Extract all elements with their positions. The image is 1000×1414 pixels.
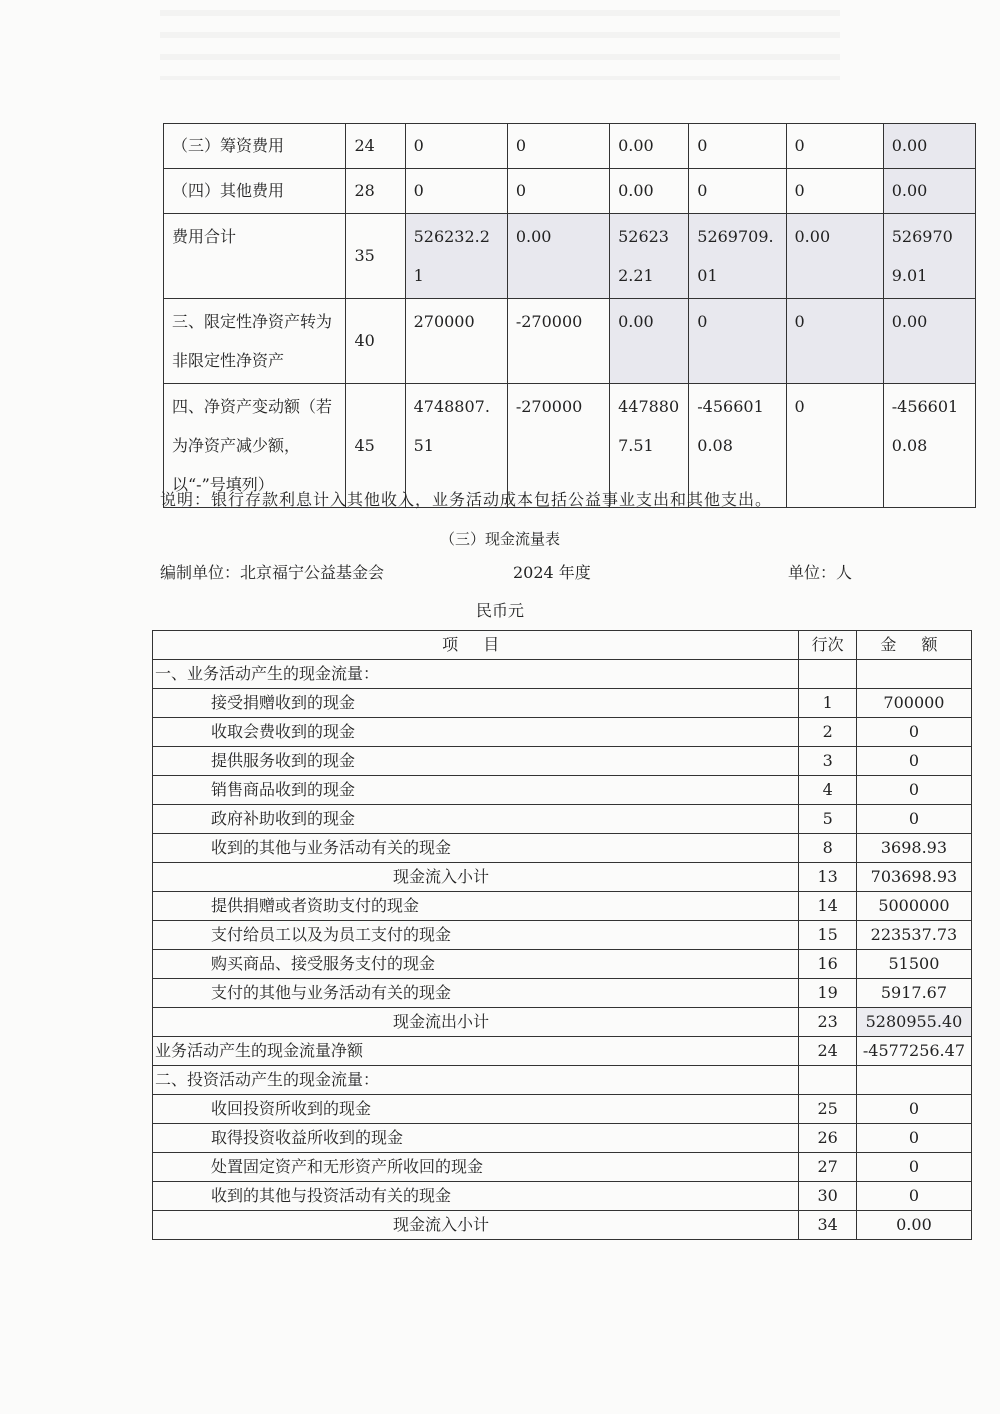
item-cell: 一、业务活动产生的现金流量： [153, 660, 799, 689]
table-row [153, 979, 972, 1008]
table-row [164, 299, 976, 384]
table-row [153, 1008, 972, 1037]
table-row [153, 863, 972, 892]
table-header-row [153, 631, 972, 660]
item-cell: 政府补助收到的现金 [153, 805, 799, 834]
table-row [153, 1211, 972, 1240]
value-cell: -270000 [507, 299, 609, 384]
table-row [153, 1095, 972, 1124]
item-cell: 三、限定性净资产转为非限定性净资产 [164, 299, 346, 384]
table-row [153, 1124, 972, 1153]
value-cell: 0 [786, 384, 883, 508]
line-cell: 40 [346, 299, 405, 384]
amount-cell: 0 [856, 805, 971, 834]
item-cell: 收到的其他与业务活动有关的现金 [153, 834, 799, 863]
item-cell: 费用合计 [164, 214, 346, 299]
unit-label: 单位：人 [788, 563, 853, 582]
amount-cell: 0 [856, 1095, 971, 1124]
table-row [153, 805, 972, 834]
table-row [153, 1037, 972, 1066]
amount-cell: 0 [856, 776, 971, 805]
amount-cell: 3698.93 [856, 834, 971, 863]
item-cell: 支付的其他与业务活动有关的现金 [153, 979, 799, 1008]
value-cell: 4748807.51 [405, 384, 507, 508]
table-row [153, 921, 972, 950]
header-amount: 金 额 [856, 631, 971, 660]
header-line: 行次 [799, 631, 856, 660]
amount-cell: 700000 [856, 689, 971, 718]
item-cell: 支付给员工以及为员工支付的现金 [153, 921, 799, 950]
line-cell: 24 [346, 124, 405, 169]
item-cell: 业务活动产生的现金流量净额 [153, 1037, 799, 1066]
table-row [153, 747, 972, 776]
item-cell: 二、投资活动产生的现金流量： [153, 1066, 799, 1095]
value-cell: 270000 [405, 299, 507, 384]
item-cell: 提供服务收到的现金 [153, 747, 799, 776]
cashflow-title: （三）现金流量表 [439, 530, 560, 548]
line-cell: 28 [346, 169, 405, 214]
item-cell: 收取会费收到的现金 [153, 718, 799, 747]
cashflow-table [152, 630, 972, 1240]
value-cell: 0 [689, 169, 786, 214]
line-cell: 5 [799, 805, 856, 834]
amount-cell: 5280955.40 [856, 1008, 971, 1037]
line-cell: 3 [799, 747, 856, 776]
item-cell: （四）其他费用 [164, 169, 346, 214]
amount-cell: 0 [856, 718, 971, 747]
value-cell: 0 [405, 124, 507, 169]
item-cell: 处置固定资产和无形资产所收回的现金 [153, 1153, 799, 1182]
line-cell: 34 [799, 1211, 856, 1240]
table-row [153, 689, 972, 718]
fiscal-year: 2024 年度 [513, 563, 591, 582]
value-cell: 5269709.01 [883, 214, 975, 299]
line-cell: 27 [799, 1153, 856, 1182]
amount-cell: 0 [856, 1153, 971, 1182]
table-row [153, 950, 972, 979]
value-cell: 526232.21 [610, 214, 689, 299]
table-row [164, 214, 976, 299]
value-cell: -4566010.08 [689, 384, 786, 508]
line-cell: 13 [799, 863, 856, 892]
amount-cell [856, 1066, 971, 1095]
item-cell: 取得投资收益所收到的现金 [153, 1124, 799, 1153]
table-row [153, 1182, 972, 1211]
item-cell: 提供捐赠或者资助支付的现金 [153, 892, 799, 921]
line-cell: 35 [346, 214, 405, 299]
value-cell: 0 [786, 124, 883, 169]
unit-label-continued: 民币元 [475, 601, 524, 620]
line-cell: 15 [799, 921, 856, 950]
value-cell: 0.00 [883, 169, 975, 214]
line-cell: 14 [799, 892, 856, 921]
amount-cell: 51500 [856, 950, 971, 979]
table-row [153, 1066, 972, 1095]
line-cell: 1 [799, 689, 856, 718]
line-cell: 16 [799, 950, 856, 979]
item-cell: 购买商品、接受服务支付的现金 [153, 950, 799, 979]
value-cell: 5269709.01 [689, 214, 786, 299]
table-row [153, 718, 972, 747]
value-cell: 0.00 [507, 214, 609, 299]
line-cell: 8 [799, 834, 856, 863]
line-cell [799, 660, 856, 689]
value-cell: 0 [689, 299, 786, 384]
line-cell [799, 1066, 856, 1095]
amount-cell: 223537.73 [856, 921, 971, 950]
amount-cell: 703698.93 [856, 863, 971, 892]
value-cell: -4566010.08 [883, 384, 975, 508]
amount-cell: -4577256.47 [856, 1037, 971, 1066]
line-cell: 45 [346, 384, 405, 508]
line-cell: 25 [799, 1095, 856, 1124]
line-cell: 2 [799, 718, 856, 747]
table-row [153, 660, 972, 689]
table-row [164, 124, 976, 169]
value-cell: 0 [507, 169, 609, 214]
value-cell: 526232.21 [405, 214, 507, 299]
header-item: 项 目 [153, 631, 799, 660]
item-cell: 现金流入小计 [153, 863, 799, 892]
item-cell: 销售商品收到的现金 [153, 776, 799, 805]
amount-cell: 0.00 [856, 1211, 971, 1240]
amount-cell: 0 [856, 1124, 971, 1153]
table-row [153, 776, 972, 805]
value-cell: 0.00 [883, 124, 975, 169]
value-cell: -270000 [507, 384, 609, 508]
value-cell: 0.00 [610, 124, 689, 169]
value-cell: 0 [786, 169, 883, 214]
line-cell: 4 [799, 776, 856, 805]
line-cell: 23 [799, 1008, 856, 1037]
amount-cell [856, 660, 971, 689]
value-cell: 0 [507, 124, 609, 169]
line-cell: 30 [799, 1182, 856, 1211]
table-row [164, 169, 976, 214]
explanatory-note: 说明：银行存款利息计入其他收入，业务活动成本包括公益事业支出和其他支出。 [160, 490, 773, 509]
item-cell: 收回投资所收到的现金 [153, 1095, 799, 1124]
item-cell: 四、净资产变动额（若为净资产减少额，以“-”号填列） [164, 384, 346, 508]
line-cell: 24 [799, 1037, 856, 1066]
org-name: 编制单位：北京福宁公益基金会 [160, 563, 385, 582]
line-cell: 19 [799, 979, 856, 1008]
amount-cell: 0 [856, 747, 971, 776]
item-cell: 收到的其他与投资活动有关的现金 [153, 1182, 799, 1211]
value-cell: 4478807.51 [610, 384, 689, 508]
table-row [153, 834, 972, 863]
item-cell: （三）筹资费用 [164, 124, 346, 169]
bleed-through-text [160, 10, 840, 80]
value-cell: 0.00 [883, 299, 975, 384]
amount-cell: 0 [856, 1182, 971, 1211]
value-cell: 0 [786, 299, 883, 384]
item-cell: 接受捐赠收到的现金 [153, 689, 799, 718]
value-cell: 0.00 [610, 169, 689, 214]
value-cell: 0 [405, 169, 507, 214]
value-cell: 0.00 [786, 214, 883, 299]
activity-statement-table [163, 123, 976, 508]
value-cell: 0 [689, 124, 786, 169]
table-row [153, 1153, 972, 1182]
item-cell: 现金流入小计 [153, 1211, 799, 1240]
amount-cell: 5000000 [856, 892, 971, 921]
item-cell: 现金流出小计 [153, 1008, 799, 1037]
value-cell: 0.00 [610, 299, 689, 384]
line-cell: 26 [799, 1124, 856, 1153]
amount-cell: 5917.67 [856, 979, 971, 1008]
table-row [153, 892, 972, 921]
